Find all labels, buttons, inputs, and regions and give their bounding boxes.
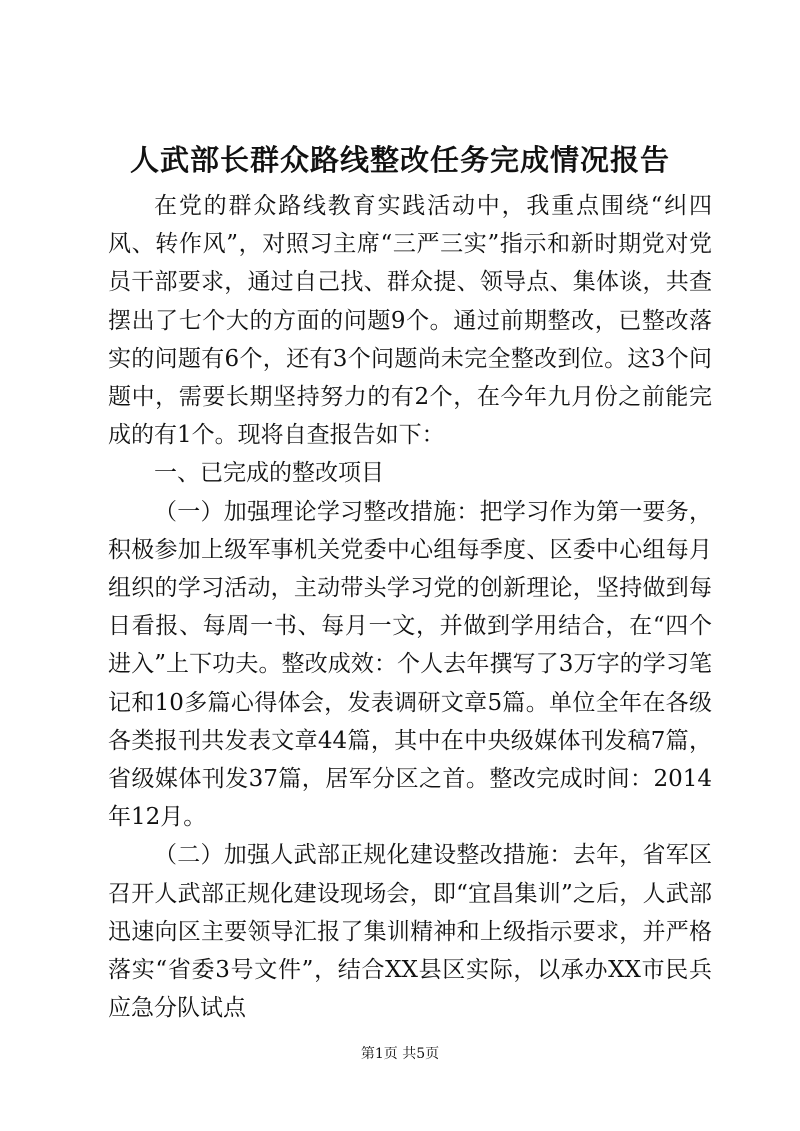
paragraph-intro: 在党的群众路线教育实践活动中，我重点围绕“纠四风、转作风”，对照习主席“三严三实”指示和新时期党对党员干部要求，通过自己找、群众提、领导点、集体谈，共查摆出了七个大的方面的问题9个。通过前期整改，已整改落实的问题有6个，还有3个问题尚未完全整改到位。这3个问题中，需要长期坚持努力的有2个，在今年九月份之前能完成的有1个。现将自查报告如下：: [108, 193, 712, 449]
paragraph-item-1: （一）加强理论学习整改措施：把学习作为第一要务，积极参加上级军事机关党委中心组每季度、区委中心组每月组织的学习活动，主动带头学习党的创新理论，坚持做到每日看报、每周一书、每月一文，并做到学用结合，在“四个进入”上下功夫。整改成效：个人去年撰写了3万字的学习笔记和10多篇心得体会，发表调研文章5篇。单位全年在各级各类报刊共发表文章44篇，其中在中央级媒体刊发稿7篇，省级媒体刊发37篇，居军分区之首。整改完成时间：2014年12月。: [108, 498, 712, 831]
section-heading-completed: 一、已完成的整改项目: [154, 460, 384, 487]
paragraph-item-2: （二）加强人武部正规化建设整改措施：去年，省军区召开人武部正规化建设现场会，即“宜昌集训”之后，人武部迅速向区主要领导汇报了集训精神和上级指示要求，并严格落实“省委3号文件”，结合XX县区实际，以承办XX市民兵应急分队试点: [108, 842, 712, 1022]
page-number-footer: 第1页 共5页: [360, 1046, 440, 1062]
document-body: [108, 187, 712, 1027]
document-title: 人武部长群众路线整改任务完成情况报告: [129, 143, 670, 177]
